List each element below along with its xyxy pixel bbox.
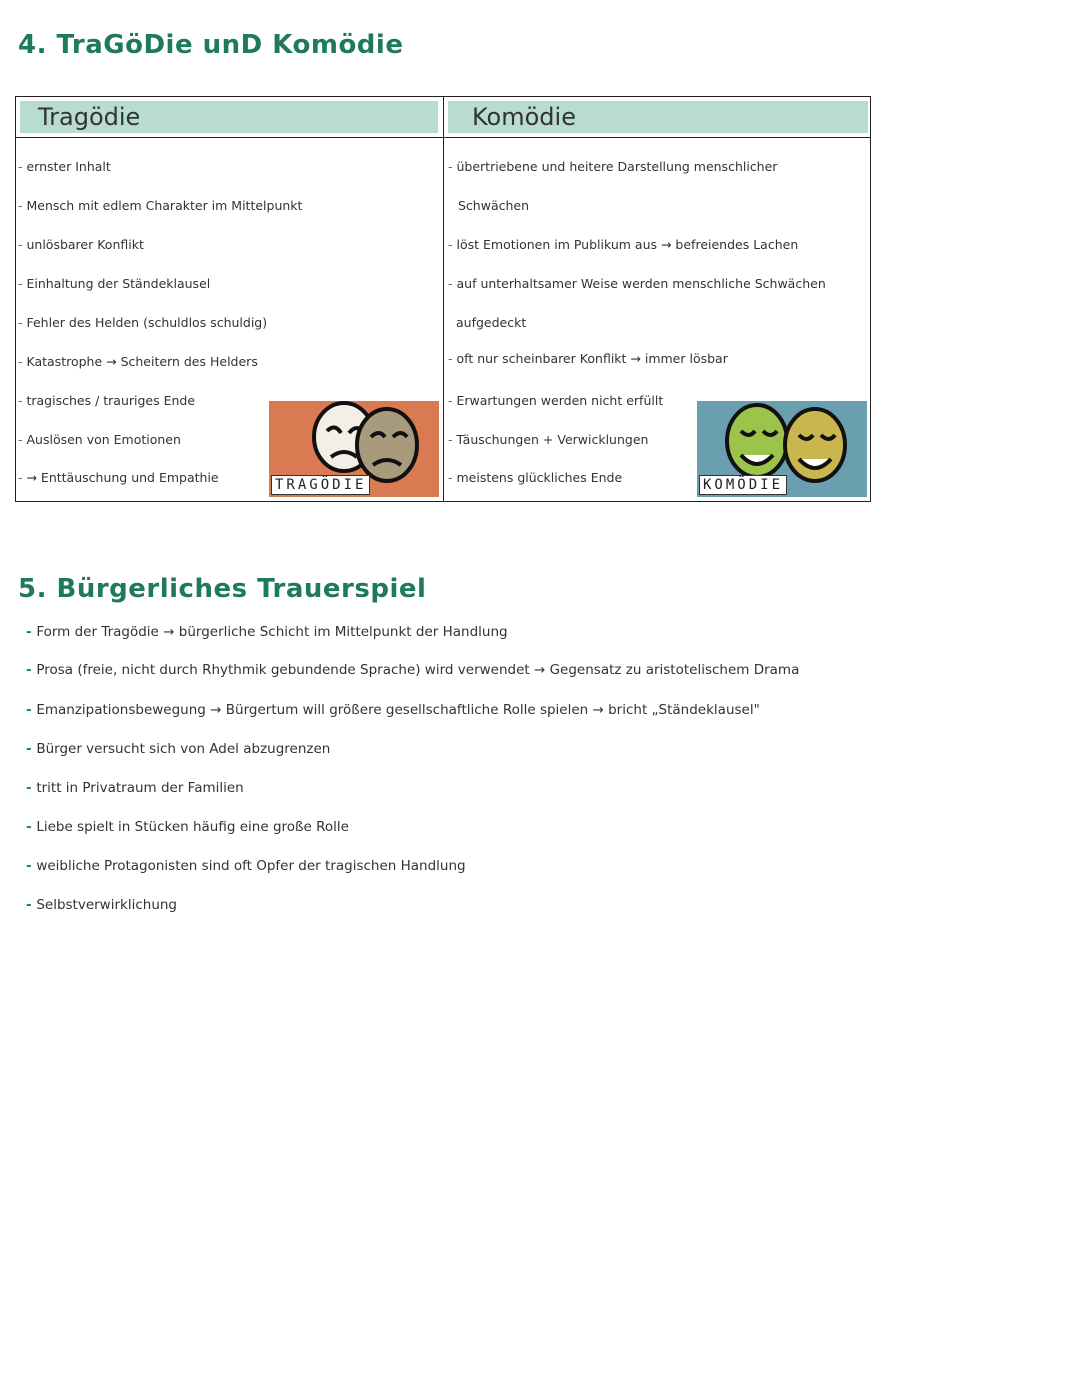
comedy-header: Komödie: [448, 101, 868, 133]
trauerspiel-item: - Selbstverwirklichung: [26, 897, 178, 913]
section-4-heading: 4. TraGöDie unD Komödie: [18, 30, 404, 60]
comedy-item: - Täuschungen + Verwicklungen: [448, 432, 649, 447]
comparison-table: [15, 96, 871, 502]
tragedy-masks-image: [269, 401, 439, 497]
trauerspiel-item: - Emanzipationsbewegung → Bürgertum will größere gesellschaftliche Rolle spielen → bricht „Ständeklausel": [26, 702, 760, 718]
trauerspiel-item: - weibliche Protagonisten sind oft Opfer der tragischen Handlung: [26, 858, 466, 874]
tragedy-header: Tragödie: [20, 101, 438, 133]
tragedy-label: TRAGÖDIE: [271, 475, 370, 495]
tragedy-item: - tragisches / trauriges Ende: [18, 393, 196, 408]
comedy-item: - meistens glückliches Ende: [448, 470, 623, 485]
comedy-masks-image: [697, 401, 867, 497]
comedy-item: - löst Emotionen im Publikum aus → befreiendes Lachen: [448, 237, 799, 252]
trauerspiel-item: - Liebe spielt in Stücken häufig eine große Rolle: [26, 819, 349, 835]
tragedy-item: - Fehler des Helden (schuldlos schuldig): [18, 315, 268, 330]
tragedy-item: - → Enttäuschung und Empathie: [18, 470, 219, 485]
trauerspiel-item: - Prosa (freie, nicht durch Rhythmik gebundende Sprache) wird verwendet → Gegensatz zu aristotelischem Drama: [26, 662, 800, 678]
comedy-item: aufgedeckt: [456, 315, 527, 330]
comedy-label: KOMÖDIE: [699, 475, 787, 495]
comedy-item: - Erwartungen werden nicht erfüllt: [448, 393, 664, 408]
tragedy-item: - Einhaltung der Ständeklausel: [18, 276, 211, 291]
column-divider: [443, 97, 444, 501]
tragedy-item: - Katastrophe → Scheitern des Helders: [18, 354, 258, 369]
tragedy-item: - ernster Inhalt: [18, 159, 111, 174]
tragedy-item: - unlösbarer Konflikt: [18, 237, 144, 252]
trauerspiel-item: - Bürger versucht sich von Adel abzugrenzen: [26, 741, 331, 757]
comedy-item: - oft nur scheinbarer Konflikt → immer lösbar: [448, 351, 728, 366]
trauerspiel-item: - Form der Tragödie → bürgerliche Schicht im Mittelpunkt der Handlung: [26, 624, 508, 640]
comedy-item: - auf unterhaltsamer Weise werden menschliche Schwächen: [448, 276, 826, 291]
comedy-item: - übertriebene und heitere Darstellung menschlicher: [448, 159, 778, 174]
trauerspiel-item: - tritt in Privatraum der Familien: [26, 780, 244, 796]
tragedy-item: - Auslösen von Emotionen: [18, 432, 181, 447]
section-5-heading: 5. Bürgerliches Trauerspiel: [18, 574, 427, 604]
tragedy-item: - Mensch mit edlem Charakter im Mittelpunkt: [18, 198, 303, 213]
comedy-item: Schwächen: [458, 198, 530, 213]
